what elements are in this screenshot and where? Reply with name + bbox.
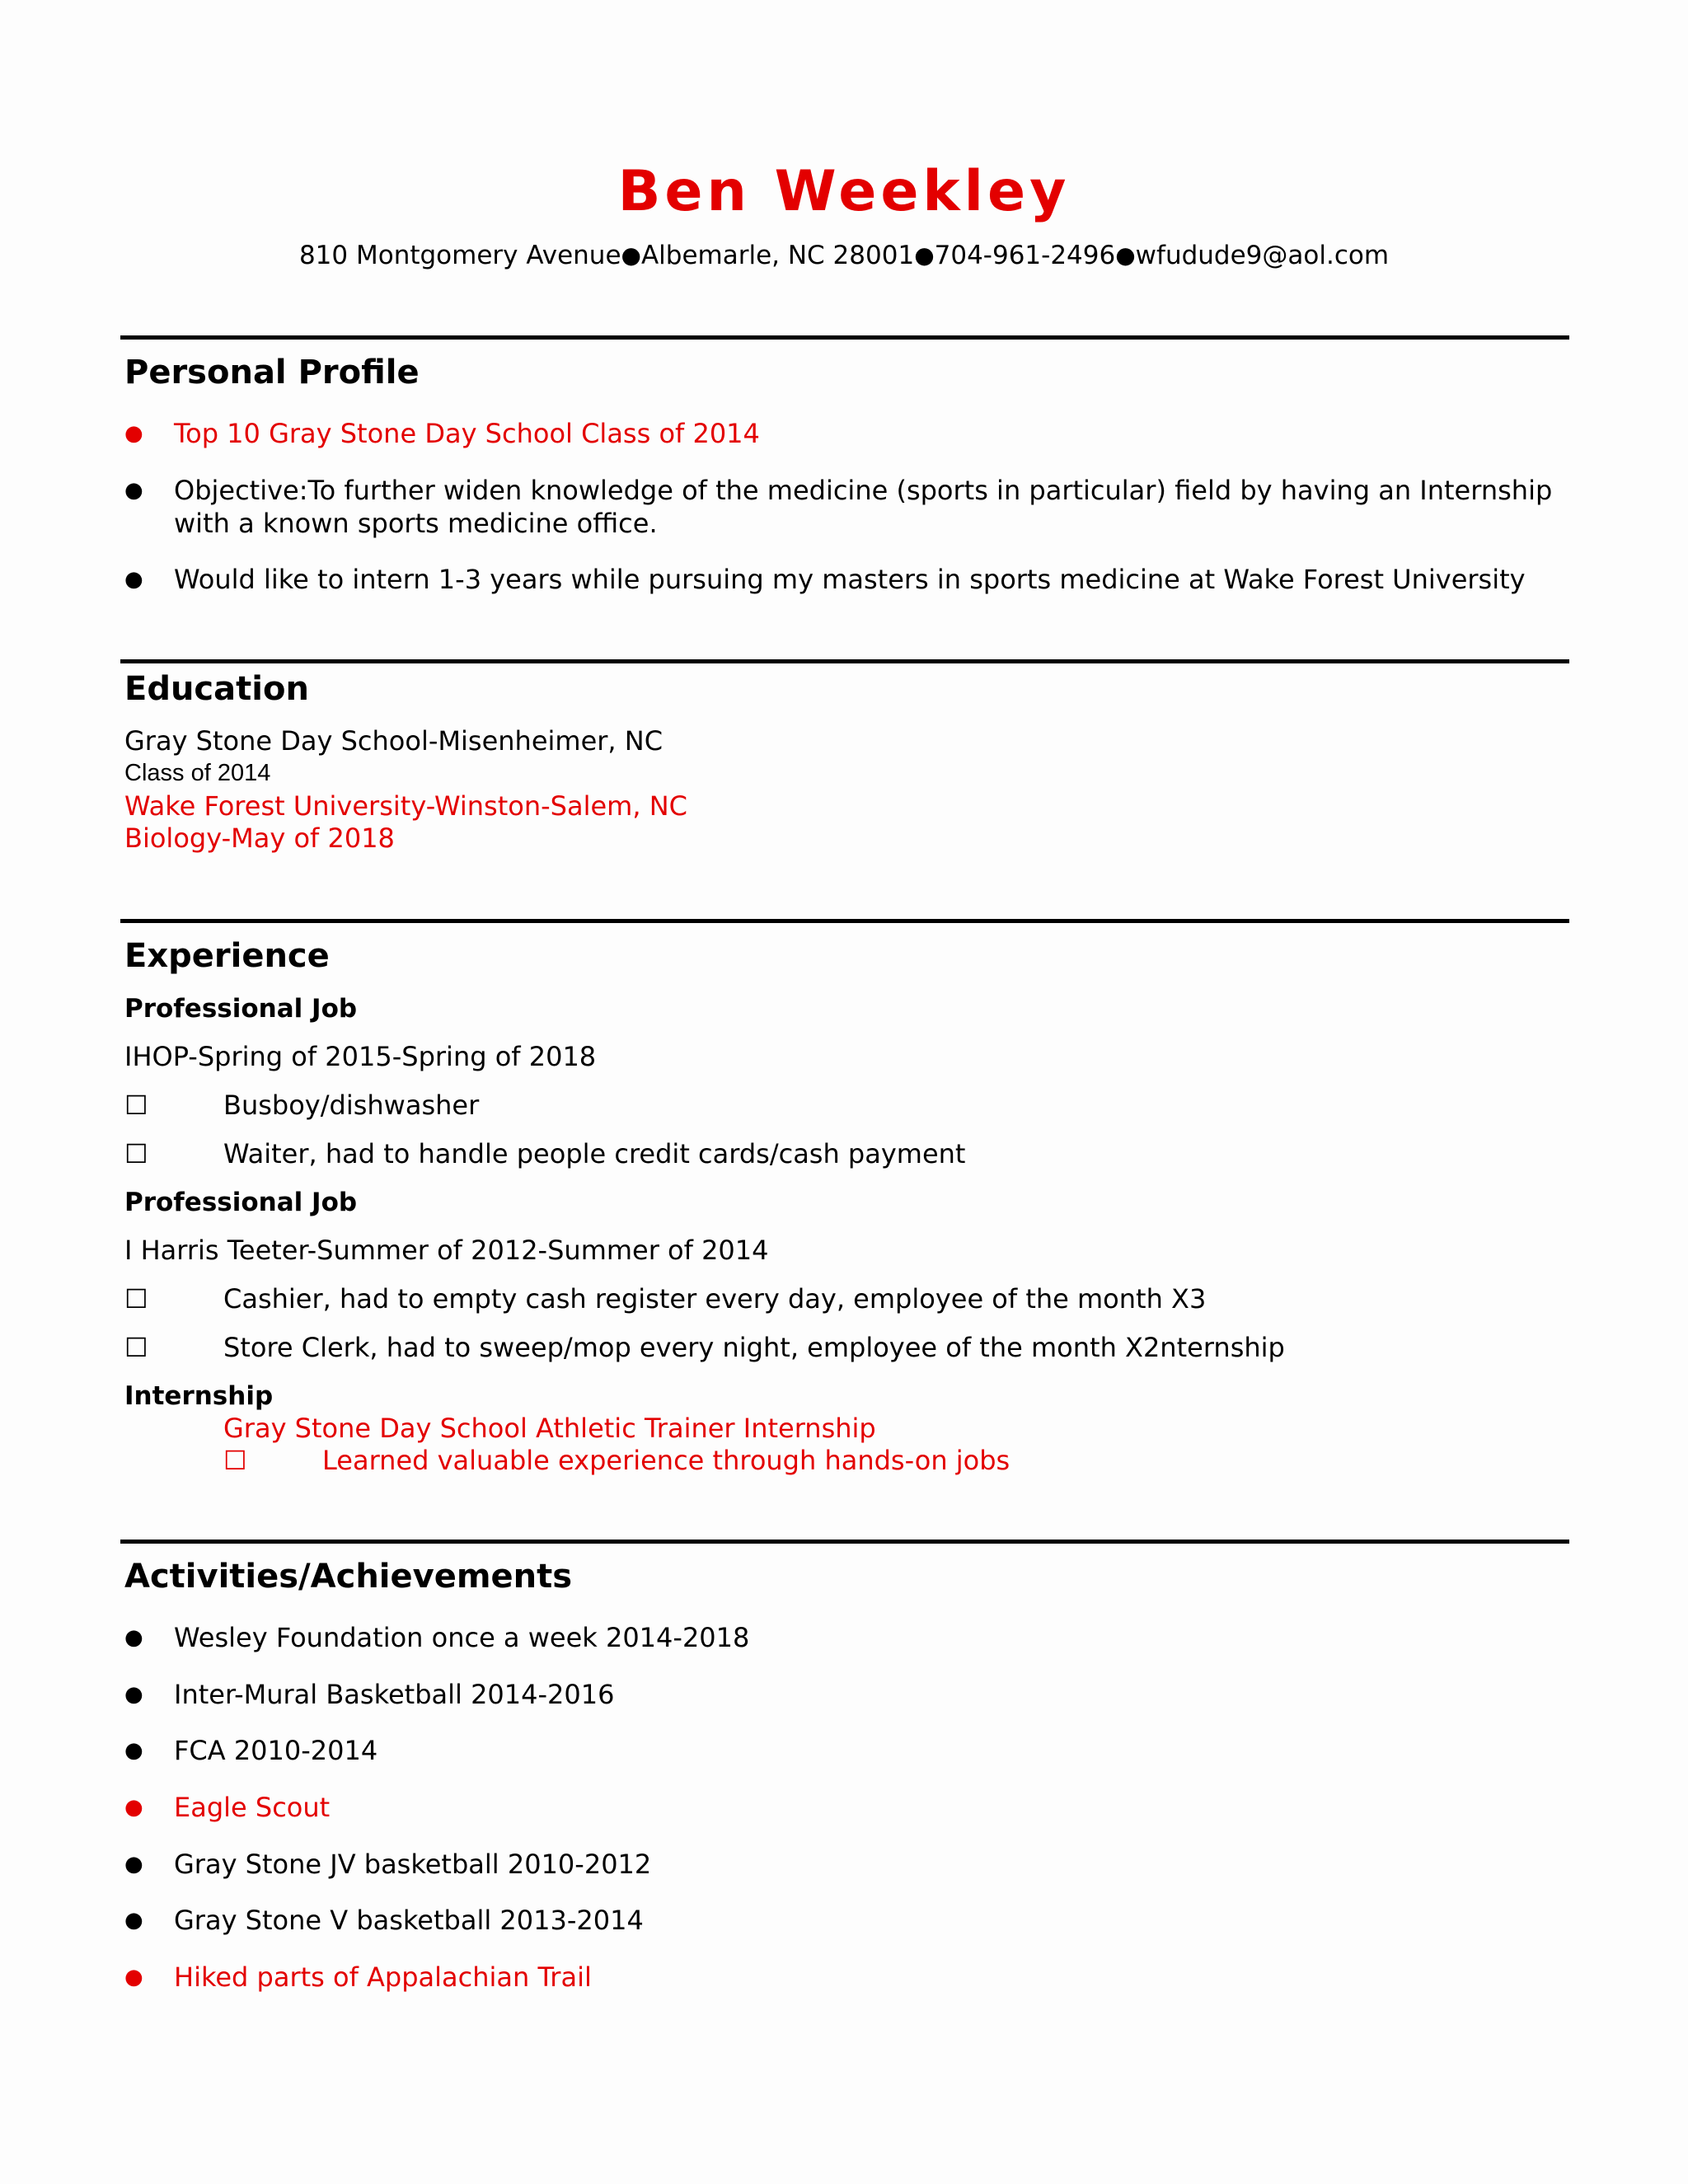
job-employer: IHOP-Spring of 2015-Spring of 2018 [124,1041,597,1072]
internship-heading: Internship [124,1381,274,1411]
applicant-name: Ben Weekley [617,159,1071,224]
list-item: ● Hiked parts of Appalachian Trail [124,1961,592,1993]
school-name: Gray Stone Day School-Misenheimer, NC [124,725,663,757]
checkbox-icon: ☐ [124,1332,148,1363]
section-divider [120,919,1569,923]
email: wfudude9@aol.com [1135,241,1390,270]
section-divider [120,1540,1569,1544]
duty-item: ☐ Learned valuable experience through hands-on jobs [223,1445,1010,1476]
list-item: ● Inter-Mural Basketball 2014-2016 [124,1679,615,1710]
duty-item: ☐ Store Clerk, had to sweep/mop every night, employee of the month X2nternship [124,1332,1285,1363]
experience-heading: Experience [124,937,330,975]
list-item: ● Eagle Scout [124,1792,331,1823]
separator-dot: ● [914,241,935,269]
section-divider [120,659,1569,663]
job-heading: Professional Job [124,1188,358,1217]
separator-dot: ● [1115,241,1136,269]
bullet-icon: ● [124,1908,143,1933]
bullet-icon: ● [124,1682,143,1707]
activities-heading: Activities/Achievements [124,1558,573,1596]
checkbox-icon: ☐ [124,1283,148,1315]
section-divider [120,335,1569,340]
bullet-icon: ● [124,1795,143,1820]
duty-item: ☐ Busboy/dishwasher [124,1090,480,1121]
duty-item: ☐ Cashier, had to empty cash register every day, employee of the month X3 [124,1283,1207,1315]
address: 810 Montgomery Avenue [298,241,621,270]
list-item: ● Wesley Foundation once a week 2014-2018 [124,1622,750,1653]
bullet-icon: ● [124,1625,143,1650]
profile-heading: Personal Profile [124,354,420,391]
list-item: ● FCA 2010-2014 [124,1735,378,1766]
list-item: ● Would like to intern 1-3 years while pursuing my masters in sports medicine at Wake Forest University [124,564,1526,595]
bullet-icon: ● [124,478,143,503]
internship-title: Gray Stone Day School Athletic Trainer Internship [223,1413,876,1444]
list-item: ● Objective:To further widen knowledge of the medicine (sports in particular) field by having an Internship with a known sports medicine office. [124,475,1553,539]
bullet-icon: ● [124,567,143,592]
city: Albemarle, NC 28001 [640,241,915,270]
list-item: ● Top 10 Gray Stone Day School Class of 2014 [124,418,760,449]
education-heading: Education [124,670,309,708]
phone: 704-961-2496 [934,241,1116,270]
separator-dot: ● [621,241,641,269]
list-item: ● Gray Stone V basketball 2013-2014 [124,1905,644,1936]
degree: Biology-May of 2018 [124,823,395,854]
list-item: ● Gray Stone JV basketball 2010-2012 [124,1849,652,1880]
contact-line [0,237,1688,274]
bullet-icon: ● [124,1738,143,1763]
bullet-icon: ● [124,1852,143,1877]
duty-item: ☐ Waiter, had to handle people credit cards/cash payment [124,1138,966,1169]
checkbox-icon: ☐ [124,1090,148,1121]
school-class: Class of 2014 [124,760,271,786]
bullet-icon: ● [124,421,143,446]
job-heading: Professional Job [124,994,358,1024]
bullet-icon: ● [124,1965,143,1990]
job-employer: I Harris Teeter-Summer of 2012-Summer of 2014 [124,1235,769,1266]
checkbox-icon: ☐ [223,1445,247,1476]
checkbox-icon: ☐ [124,1138,148,1169]
university-name: Wake Forest University-Winston-Salem, NC [124,790,687,822]
